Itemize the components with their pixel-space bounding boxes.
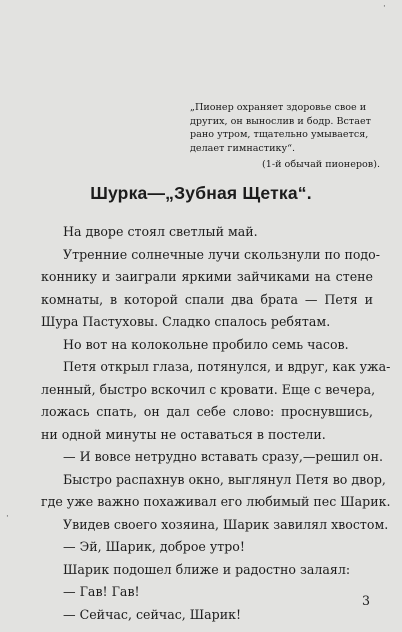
body-line: — Гав! Гав!: [63, 584, 140, 599]
body-line: — Сейчас, сейчас, Шарик!: [63, 606, 242, 622]
epigraph: [190, 101, 380, 172]
body-line: Шарик подошел ближе и радостно залаял:: [63, 561, 351, 577]
body-line: Утренние солнечные лучи скользнули по подо-: [63, 246, 381, 262]
body-line: ни одной минуты не оставаться в постели.: [41, 426, 326, 442]
page-number: 3: [361, 593, 370, 608]
body-line: На дворе стоял светлый май.: [63, 224, 258, 239]
body-line: Но вот на колокольне пробило семь часов.: [63, 336, 349, 352]
body-text: [41, 221, 391, 626]
body-line: Быстро распахнув окно, выглянул Петя во двор,: [63, 471, 386, 487]
body-line: где уже важно похаживал его любимый пес Шарик.: [41, 494, 391, 509]
chapter-title: Шурка—„Зубная Щетка“.: [90, 183, 312, 203]
epigraph-line: „Пионер охраняет здоровье свое и: [190, 102, 367, 113]
body-line: ложась спать, он дал себе слово: проснувшись,: [41, 404, 373, 419]
body-line: — Эй, Шарик, доброе утро!: [63, 539, 245, 554]
body-line: Увидев своего хозяина, Шарик завилял хвостом.: [63, 516, 389, 532]
body-line: Петя открыл глаза, потянулся, и вдруг, как ужа-: [63, 359, 391, 374]
print-speck: ·: [383, 2, 386, 12]
body-line: комнаты, в которой спали два брата — Петя и: [41, 291, 373, 307]
body-line: коннику и заиграли яркими зайчиками на стене: [41, 269, 373, 284]
body-line: ленный, быстро вскочил с кровати. Еще с вечера,: [41, 381, 376, 397]
epigraph-source: (1-й обычай пионеров).: [262, 159, 380, 171]
print-speck: ·: [6, 512, 9, 522]
epigraph-line: других, он вынослив и бодр. Встает: [190, 115, 371, 127]
body-line: Шура Пастуховы. Сладко спалось ребятам.: [41, 314, 331, 329]
epigraph-line: рано утром, тщательно умывается,: [190, 129, 369, 141]
body-line: — И вовсе нетрудно вставать сразу,—решил он.: [63, 449, 384, 464]
epigraph-line: делает гимнастику“.: [190, 142, 296, 154]
